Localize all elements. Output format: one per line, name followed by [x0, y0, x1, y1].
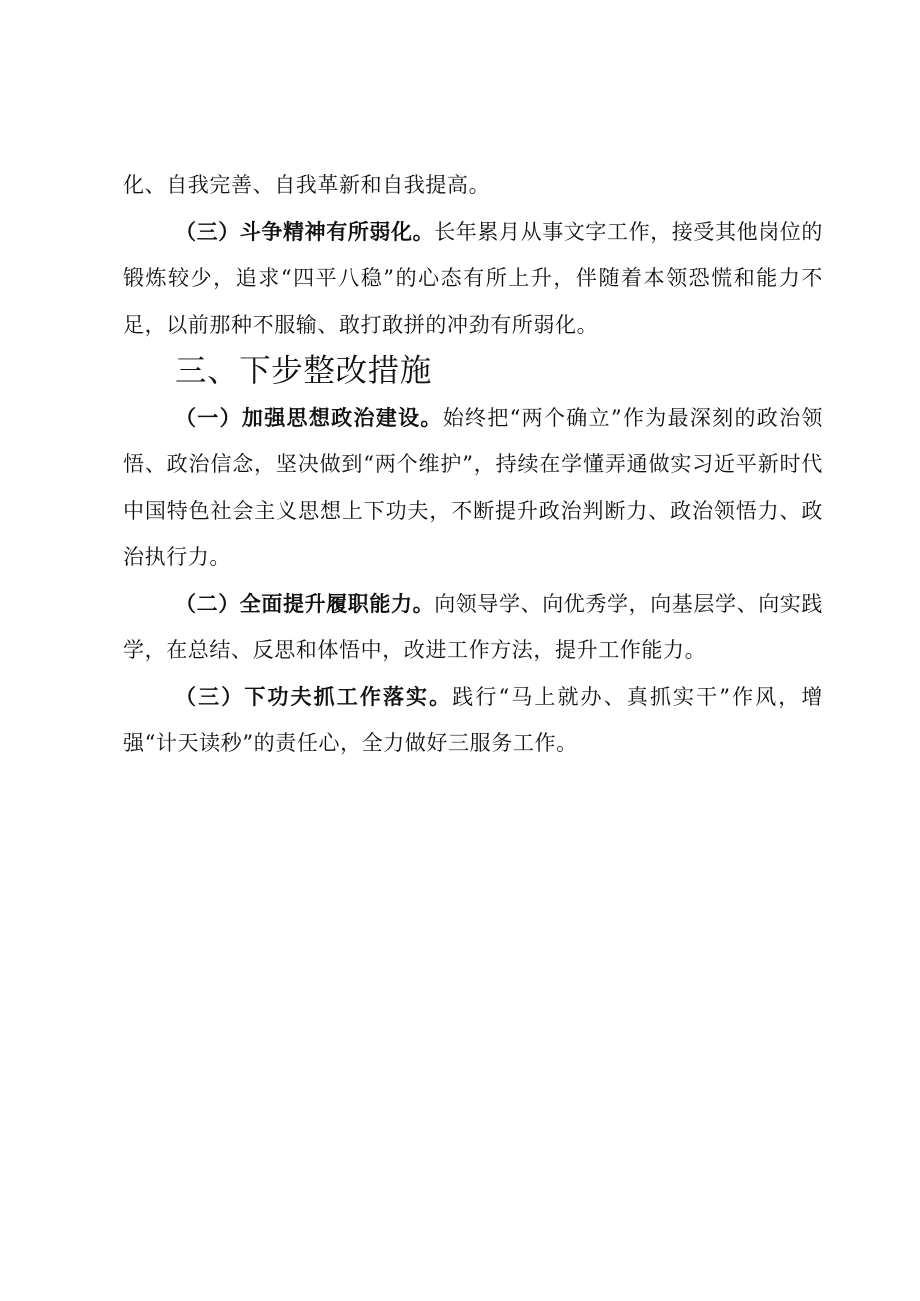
continued-text: 化、自我完善、自我革新和自我提高。 [123, 173, 491, 197]
measure-item-3-lead: （三）下功夫抓工作落实。 [175, 683, 453, 709]
measure-item-1 [123, 395, 823, 581]
shortcoming-item-3-body: 长年累月从事文字工作，接受其他岗位的锻炼较少，追求“四平八稳”的心态有所上升，伴随着本领恐慌和能力不足，以前那种不服输、敢打敢拼的冲劲有所弱化。 [123, 219, 824, 337]
measure-item-2-body: 向领导学、向优秀学，向基层学、向实践学，在总结、反思和体悟中，改进工作方法，提升工作能力。 [123, 591, 824, 662]
measure-item-2-lead: （二）全面提升履职能力。 [175, 590, 435, 616]
continued-paragraph [123, 162, 823, 209]
measure-item-3 [123, 674, 823, 767]
document-body [123, 162, 823, 767]
measure-item-3-body: 践行“马上就办、真抓实干”作风，增强“计天读秒”的责任心，全力做好三服务工作。 [123, 684, 824, 755]
section-3-heading: 三、下步整改措施 [175, 353, 432, 389]
measure-item-1-lead: （一）加强思想政治建设。 [175, 404, 443, 430]
shortcoming-item-3 [123, 209, 823, 349]
measure-item-2 [123, 581, 823, 674]
shortcoming-item-3-lead: （三）斗争精神有所弱化。 [175, 218, 435, 244]
measure-item-1-body: 始终把“两个确立”作为最深刻的政治领悟、政治信念，坚决做到“两个维护”，持续在学懂弄通做实习近平新时代中国特色社会主义思想上下功夫，不断提升政治判断力、政治领悟力、政治执行力。 [123, 405, 823, 569]
